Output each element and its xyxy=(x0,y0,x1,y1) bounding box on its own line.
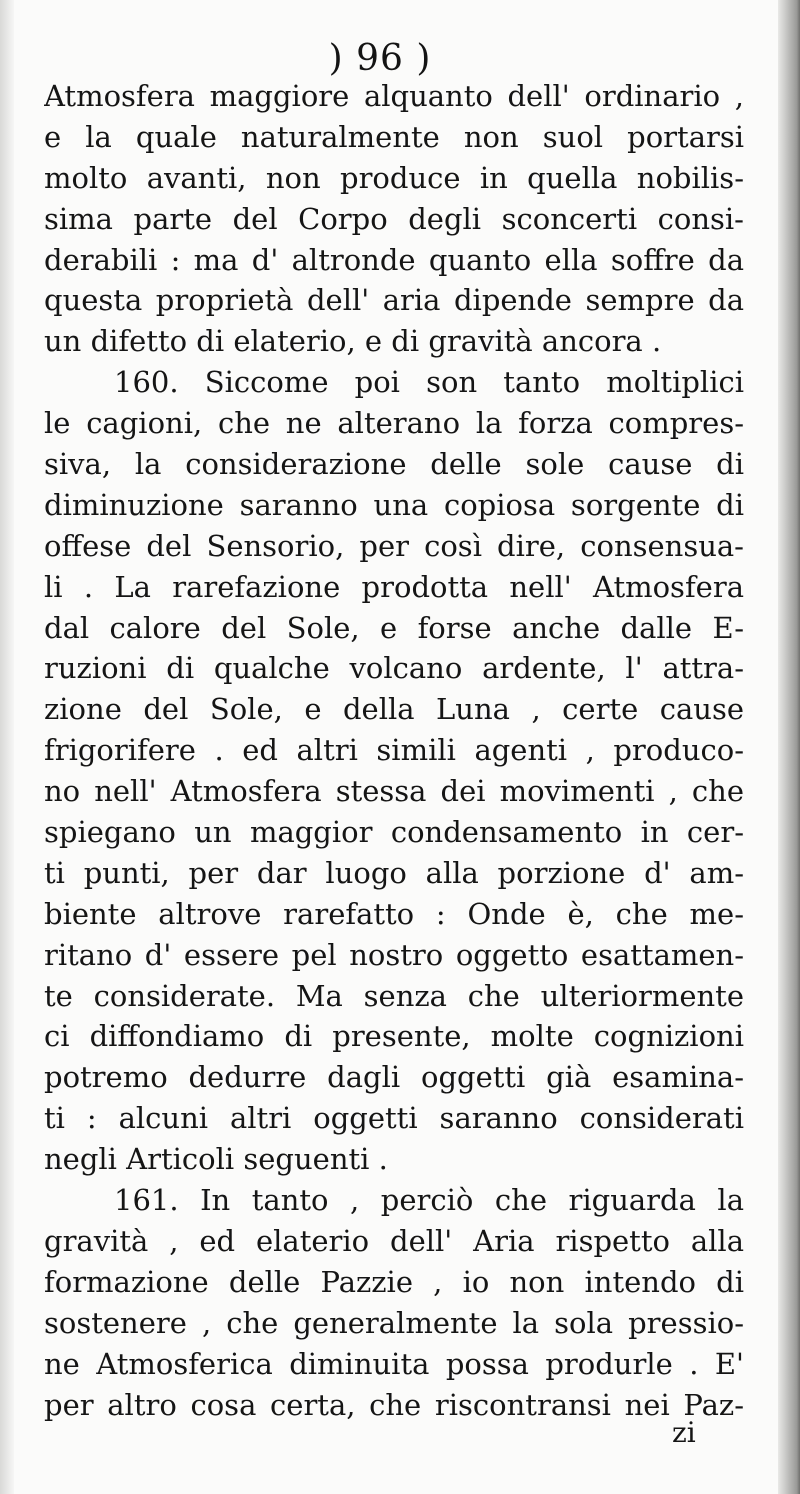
body-text xyxy=(44,76,744,1425)
text-line: sostenere , che generalmente la sola pressio- xyxy=(44,1305,744,1340)
text-line: ti : alcuni altri oggetti saranno considerati xyxy=(44,1101,744,1136)
text-line: negli Articoli seguenti . xyxy=(44,1142,388,1177)
catchword: zi xyxy=(672,1416,696,1449)
text-line: ritano d' essere pel nostro oggetto esattamen- xyxy=(44,937,744,972)
text-line: questa proprietà dell' aria dipende sempre da xyxy=(44,283,744,318)
text-line: un difetto di elaterio, e di gravità ancora . xyxy=(44,324,662,359)
text-line: spiegano un maggior condensamento in cer- xyxy=(44,815,744,850)
paragraph-161-start: 161. In tanto , perciò che riguarda la xyxy=(114,1183,744,1218)
text-line: no nell' Atmosfera stessa dei movimenti , che xyxy=(44,774,744,809)
text-line: e la quale naturalmente non suol portarsi xyxy=(44,119,744,154)
text-line: frigorifere . ed altri simili agenti , produco- xyxy=(44,733,744,768)
text-line: ne Atmosferica diminuita possa produrle . E' xyxy=(44,1346,744,1381)
paragraph-160-start: 160. Siccome poi son tanto moltiplici xyxy=(114,365,744,400)
text-line: dal calore del Sole, e forse anche dalle E- xyxy=(44,610,744,645)
text-line: molto avanti, non produce in quella nobilis- xyxy=(44,160,744,195)
text-line: siva, la considerazione delle sole cause di xyxy=(44,447,744,482)
page-number: ) 96 ) xyxy=(328,38,432,79)
text-line: derabili : ma d' altronde quanto ella soffre da xyxy=(44,242,744,277)
text-line: le cagioni, che ne alterano la forza compres- xyxy=(44,406,744,441)
text-line: per altro cosa certa, che riscontransi nei Paz- xyxy=(44,1387,744,1422)
text-line: zione del Sole, e della Luna , certe cause xyxy=(44,692,744,727)
text-line: potremo dedurre dagli oggetti già esamina- xyxy=(44,1060,744,1095)
text-line: sima parte del Corpo degli sconcerti consi- xyxy=(44,201,744,236)
text-line: ci diffondiamo di presente, molte cognizioni xyxy=(44,1019,744,1054)
text-line: ti punti, per dar luogo alla porzione d' am- xyxy=(44,855,744,890)
text-line: li . La rarefazione prodotta nell' Atmosfera xyxy=(44,569,744,604)
text-line: offese del Sensorio, per così dire, consensua- xyxy=(44,528,744,563)
text-line: ruzioni di qualche volcano ardente, l' attra- xyxy=(44,651,744,686)
text-line: te considerate. Ma senza che ulteriormente xyxy=(44,978,744,1013)
page-edge-shadow xyxy=(778,0,800,1494)
text-line: biente altrove rarefatto : Onde è, che me- xyxy=(44,896,744,931)
text-line: Atmosfera maggiore alquanto dell' ordinario , xyxy=(44,79,744,113)
text-line: diminuzione saranno una copiosa sorgente di xyxy=(44,487,744,522)
text-line: gravità , ed elaterio dell' Aria rispetto alla xyxy=(44,1223,744,1258)
text-line: formazione delle Pazzie , io non intendo di xyxy=(44,1264,744,1299)
page-gutter-shadow xyxy=(0,0,14,1494)
